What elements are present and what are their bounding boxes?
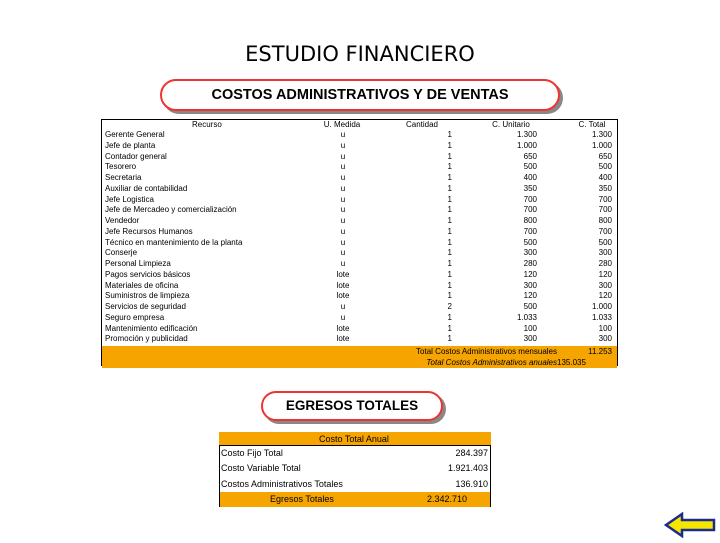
table-body: [102, 130, 617, 345]
cell-unitario: 1.000: [516, 140, 537, 150]
cell-unitario: 1.300: [516, 130, 537, 139]
table-row: [102, 324, 617, 335]
cell-unidad: lote: [336, 280, 350, 290]
table-header-row: [102, 120, 617, 130]
cell-recurso: Seguro empresa: [105, 312, 165, 322]
cell-unitario: 120: [523, 291, 537, 301]
table-row: [102, 141, 617, 152]
cell-unidad: u: [340, 162, 346, 172]
table-row: [102, 313, 617, 324]
cell-unidad: u: [340, 302, 346, 311]
cell-cantidad: 1: [447, 237, 452, 247]
egresos-row-total: [220, 492, 490, 507]
cell-cantidad: 1: [447, 151, 452, 161]
cell-total: 400: [598, 173, 612, 182]
cell-recurso: Promoción y publicidad: [105, 334, 188, 344]
cell-unidad: u: [340, 130, 346, 139]
table-row: [102, 195, 617, 206]
cell-recurso: Mantenimiento edificación: [105, 323, 198, 333]
cell-total: 350: [598, 183, 612, 193]
cell-cantidad: 1: [447, 173, 452, 182]
cell-unidad: lote: [336, 291, 350, 301]
cell-recurso: Secretaria: [105, 173, 142, 182]
cell-total: 800: [598, 216, 612, 225]
cell-recurso: Jefe Recursos Humanos: [105, 226, 193, 236]
cell-total: 1.033: [591, 312, 612, 322]
egresos-table: [219, 432, 491, 506]
cell-unitario: 700: [523, 205, 537, 215]
cell-recurso: Vendedor: [105, 216, 140, 225]
cell-unidad: u: [340, 216, 346, 225]
cell-total: 500: [598, 237, 612, 247]
cell-cantidad: 1: [447, 291, 452, 301]
cell-cantidad: 1: [447, 280, 452, 290]
cell-cantidad: 1: [447, 259, 452, 268]
cell-cantidad: 1: [447, 334, 452, 344]
total-mensual-row: [102, 346, 617, 357]
table-row: [102, 291, 617, 302]
cell-unidad: lote: [336, 269, 350, 279]
cell-total: 300: [598, 280, 612, 290]
egresos-variable-label: Costo Variable Total: [221, 463, 301, 473]
cell-total: 700: [598, 194, 612, 204]
cell-total: 500: [598, 162, 612, 172]
cell-total: 1.000: [591, 302, 612, 311]
cell-recurso: Conserje: [105, 248, 138, 258]
cell-unitario: 100: [523, 323, 537, 333]
header-total: C. Total: [578, 120, 606, 129]
cell-unitario: 700: [523, 226, 537, 236]
cell-recurso: Jefe Logistica: [105, 194, 154, 204]
cell-unitario: 350: [523, 183, 537, 193]
egresos-header: Costo Total Anual: [319, 434, 389, 444]
cell-total: 650: [598, 151, 612, 161]
table-row: [102, 205, 617, 216]
cell-recurso: Auxiliar de contabilidad: [105, 183, 188, 193]
header-recurso: Recurso: [192, 120, 222, 129]
cell-cantidad: 1: [447, 312, 452, 322]
cell-unidad: u: [340, 237, 346, 247]
table-row: [102, 334, 617, 345]
cell-recurso: Servicios de seguridad: [105, 302, 186, 311]
cell-unitario: 280: [523, 259, 537, 268]
table-row: [102, 248, 617, 259]
egresos-total-value: 2.342.710: [427, 494, 468, 504]
cell-recurso: Tesorero: [105, 162, 137, 172]
cell-unidad: u: [340, 194, 346, 204]
cell-unidad: u: [340, 151, 346, 161]
cell-cantidad: 1: [447, 205, 452, 215]
cell-recurso: Personal Limpieza: [105, 259, 171, 268]
table-row: [102, 227, 617, 238]
cell-unidad: u: [340, 312, 346, 322]
cell-total: 120: [598, 269, 612, 279]
section-banner-egresos: EGRESOS TOTALES: [261, 391, 443, 421]
cell-unitario: 500: [523, 162, 537, 172]
table-row: [102, 152, 617, 163]
table-row: [102, 130, 617, 141]
cell-unitario: 700: [523, 194, 537, 204]
cell-cantidad: 1: [447, 194, 452, 204]
cell-cantidad: 1: [447, 226, 452, 236]
cell-total: 120: [598, 291, 612, 301]
cell-unitario: 500: [523, 302, 537, 311]
total-mensual-value: 11.253: [588, 347, 612, 356]
cell-unidad: u: [340, 226, 346, 236]
cell-cantidad: 1: [447, 269, 452, 279]
cell-unidad: u: [340, 183, 346, 193]
table-row: [102, 259, 617, 270]
costos-table: [101, 119, 618, 366]
cell-cantidad: 2: [447, 302, 452, 311]
header-cantidad: Cantidad: [405, 120, 439, 129]
egresos-row-variable: [220, 461, 490, 476]
cell-unidad: u: [340, 173, 346, 182]
cell-total: 100: [598, 323, 612, 333]
total-anual-label: Total Costos Administrativos anuales: [426, 358, 557, 367]
cell-recurso: Contador general: [105, 151, 167, 161]
cell-cantidad: 1: [447, 183, 452, 193]
table-row: [102, 184, 617, 195]
table-row: [102, 270, 617, 281]
cell-unidad: u: [340, 259, 346, 268]
cell-cantidad: 1: [447, 216, 452, 225]
table-row: [102, 281, 617, 292]
table-row: [102, 238, 617, 249]
table-row: [102, 162, 617, 173]
header-unidad: U. Medida: [323, 120, 361, 129]
header-unitario: C. Unitario: [492, 120, 530, 129]
egresos-box: [219, 445, 491, 507]
total-anual-row: [102, 357, 617, 368]
cell-unitario: 400: [523, 173, 537, 182]
egresos-total-label: Egresos Totales: [270, 494, 334, 504]
cell-recurso: Jefe de Mercadeo y comercialización: [105, 205, 237, 215]
cell-unitario: 300: [523, 334, 537, 344]
cell-recurso: Gerente General: [105, 130, 165, 139]
egresos-fijo-label: Costo Fijo Total: [221, 448, 283, 458]
cell-recurso: Pagos servicios básicos: [105, 269, 191, 279]
egresos-fijo-value: 284.397: [455, 448, 488, 458]
cell-unidad: u: [340, 248, 346, 258]
cell-cantidad: 1: [447, 130, 452, 139]
page-title: ESTUDIO FINANCIERO: [245, 42, 475, 66]
cell-cantidad: 1: [447, 248, 452, 258]
cell-unitario: 500: [523, 237, 537, 247]
back-arrow-icon: [664, 512, 716, 538]
cell-unitario: 300: [523, 248, 537, 258]
total-mensual-label: Total Costos Administrativos mensuales: [416, 347, 557, 356]
egresos-admin-label: Costos Administrativos Totales: [221, 479, 343, 489]
cell-unidad: u: [340, 140, 346, 150]
table-row: [102, 216, 617, 227]
cell-total: 700: [598, 205, 612, 215]
cell-unidad: u: [340, 205, 346, 215]
cell-total: 1.300: [591, 130, 612, 139]
cell-recurso: Técnico en mantenimiento de la planta: [105, 237, 243, 247]
table-row: [102, 173, 617, 184]
cell-unitario: 300: [523, 280, 537, 290]
cell-recurso: Suministros de limpieza: [105, 291, 190, 301]
cell-cantidad: 1: [447, 323, 452, 333]
cell-unitario: 800: [523, 216, 537, 225]
back-button[interactable]: [664, 512, 716, 538]
table-row: [102, 302, 617, 313]
cell-cantidad: 1: [447, 140, 452, 150]
cell-recurso: Jefe de planta: [105, 140, 156, 150]
cell-total: 700: [598, 226, 612, 236]
cell-total: 300: [598, 248, 612, 258]
cell-unitario: 1.033: [516, 312, 537, 322]
cell-unitario: 120: [523, 269, 537, 279]
cell-unidad: lote: [336, 334, 350, 344]
cell-total: 300: [598, 334, 612, 344]
cell-unidad: lote: [336, 323, 350, 333]
cell-unitario: 650: [523, 151, 537, 161]
egresos-variable-value: 1.921.403: [447, 463, 488, 473]
egresos-admin-value: 136.910: [455, 479, 488, 489]
cell-total: 1.000: [591, 140, 612, 150]
cell-recurso: Materiales de oficina: [105, 280, 179, 290]
cell-total: 280: [598, 259, 612, 268]
cell-cantidad: 1: [447, 162, 452, 172]
egresos-row-fijo: [220, 446, 490, 461]
egresos-row-admin: [220, 477, 490, 492]
section-banner-costos: COSTOS ADMINISTRATIVOS Y DE VENTAS: [160, 79, 560, 111]
total-anual-value: 135.035: [557, 358, 586, 367]
